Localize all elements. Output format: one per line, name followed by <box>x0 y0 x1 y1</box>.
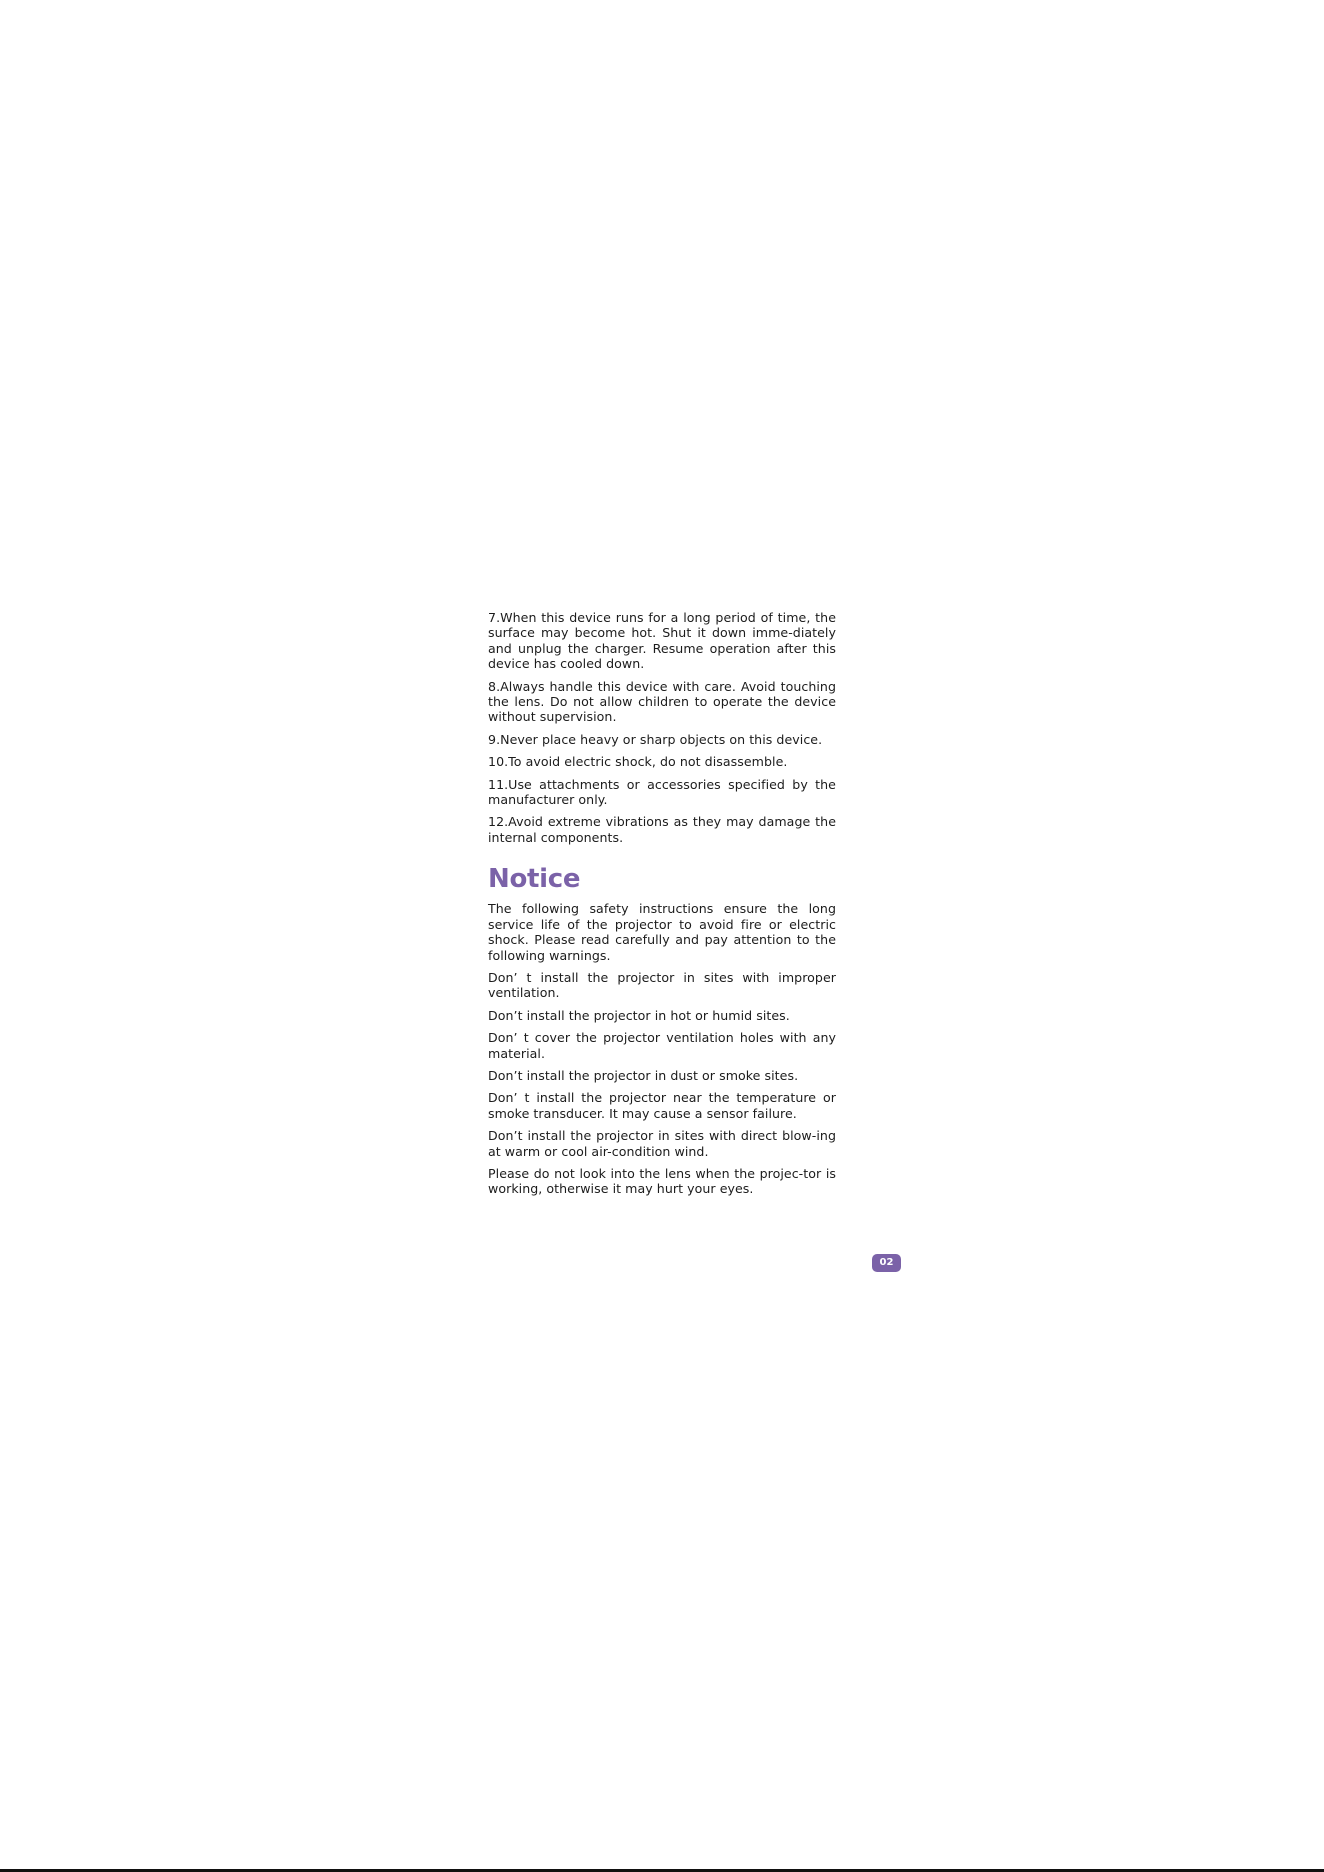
notice-heading: Notice <box>488 864 581 895</box>
page-number-badge: 02 <box>872 1254 901 1272</box>
safety-item-7: 7.When this device runs for a long period of time, the surface may become hot. Shut it down imme-diately and unplug the charger. Resume operation after this device has cooled down. <box>488 610 836 672</box>
safety-item-12: 12.Avoid extreme vibrations as they may damage the internal components. <box>488 814 836 845</box>
notice-item-air-condition: Don’t install the projector in sites with direct blow-ing at warm or cool air-condition wind. <box>488 1128 836 1159</box>
safety-item-11: 11.Use attachments or accessories specified by the manufacturer only. <box>488 776 836 808</box>
safety-item-9: 9.Never place heavy or sharp objects on this device. <box>488 731 823 747</box>
notice-item-hot-humid: Don’t install the projector in hot or humid sites. <box>488 1007 790 1023</box>
notice-item-ventilation: Don’ t install the projector in sites with improper ventilation. <box>488 969 836 1001</box>
notice-item-cover-holes: Don’ t cover the projector ventilation holes with any material. <box>488 1030 836 1061</box>
notice-item-transducer: Don’ t install the projector near the temperature or smoke transducer. It may cause a sensor failure. <box>488 1090 836 1121</box>
safety-item-10: 10.To avoid electric shock, do not disassemble. <box>488 754 788 770</box>
safety-item-8: 8.Always handle this device with care. Avoid touching the lens. Do not allow children to operate the device without supervision. <box>488 678 836 725</box>
manual-page-content <box>488 610 836 1204</box>
notice-item-dust-smoke: Don’t install the projector in dust or smoke sites. <box>488 1067 799 1083</box>
notice-item-lens: Please do not look into the lens when the projec-tor is working, otherwise it may hurt your eyes. <box>488 1165 836 1197</box>
notice-intro: The following safety instructions ensure the long service life of the projector to avoid fire or electric shock. Please read carefully and pay attention to the following warnings. <box>488 901 836 963</box>
